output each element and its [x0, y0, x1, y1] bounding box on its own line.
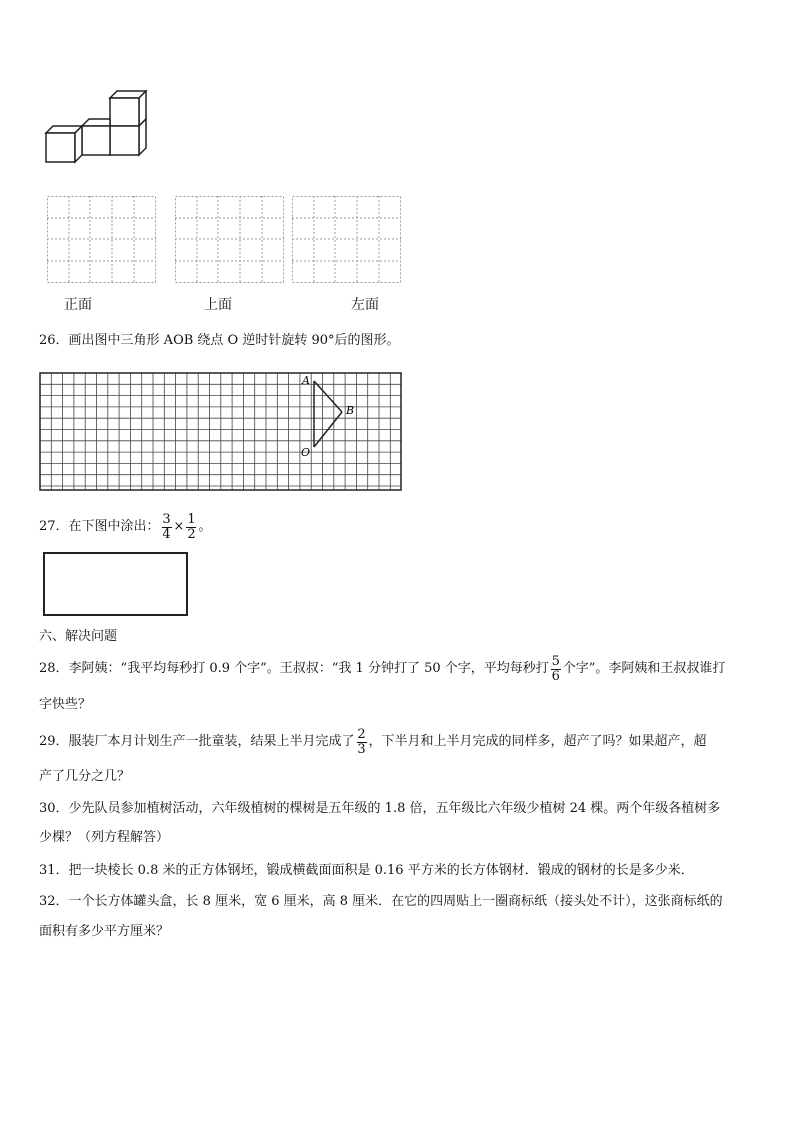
question-28-line1: 28．李阿姨：“我平均每秒打 0.9 个字”。王叔叔：“我 1 分钟打了 50 个字，平均每秒打 $\frac{5}{6}$ 个字”。李阿姨和王叔叔谁打: [39, 653, 726, 684]
question-27: [39, 512, 211, 542]
fraction-5-6: $\frac{5}{6}$: [551, 653, 560, 684]
times-sign: ×: [173, 519, 185, 534]
q27-prefix: 27．在下图中涂出：: [39, 519, 160, 534]
q27-suffix: 。: [198, 519, 212, 534]
rotation-grid[interactable]: [39, 372, 403, 492]
question-29-line2: 产了几分之几？: [39, 769, 131, 784]
fraction-1-2: $\frac{1}{2}$: [187, 511, 196, 542]
top-view-grid[interactable]: [175, 196, 285, 284]
left-view-grid[interactable]: [292, 196, 402, 284]
front-view-label: 正面: [64, 297, 92, 313]
section-6-heading: 六、解决问题: [39, 629, 118, 644]
question-30-line2: 少棵？（列方程解答）: [39, 830, 170, 845]
point-o-label: O: [301, 446, 311, 459]
triangle-aob: [314, 381, 342, 447]
shading-rectangle[interactable]: [43, 552, 188, 616]
question-32-line2: 面积有多少平方厘米？: [39, 924, 170, 939]
top-view-label: 上面: [204, 297, 232, 313]
point-b-label: B: [346, 404, 355, 417]
left-view-label: 左面: [351, 297, 379, 313]
front-view-grid[interactable]: [47, 196, 157, 284]
question-28-line2: 字快些？: [39, 697, 92, 712]
question-31: 31．把一块棱长 0.8 米的正方体钢坯，锻成横截面面积是 0.16 平方米的长方体钢材．锻成的钢材的长是多少米．: [39, 863, 694, 878]
question-26: 26．画出图中三角形 AOB 绕点 O 逆时针旋转 90°后的图形。: [39, 333, 400, 348]
cube-figure: [42, 90, 152, 166]
fraction-2-3: $\frac{2}{3}$: [357, 726, 366, 757]
point-a-label: A: [302, 374, 310, 387]
fraction-3-4: $\frac{3}{4}$: [162, 511, 171, 542]
question-32-line1: 32．一个长方体罐头盒，长 8 厘米，宽 6 厘米，高 8 厘米．在它的四周贴上一圈商标纸（接头处不计），这张商标纸的: [39, 894, 723, 909]
question-30-line1: 30．少先队员参加植树活动，六年级植树的棵树是五年级的 1.8 倍，五年级比六年级少植树 24 棵。两个年级各植树多: [39, 801, 721, 816]
question-29-line1: 29．服装厂本月计划生产一批童装，结果上半月完成了 $\frac{2}{3}$ ，下半月和上半月完成的同样多，超产了吗？如果超产，超: [39, 726, 707, 757]
